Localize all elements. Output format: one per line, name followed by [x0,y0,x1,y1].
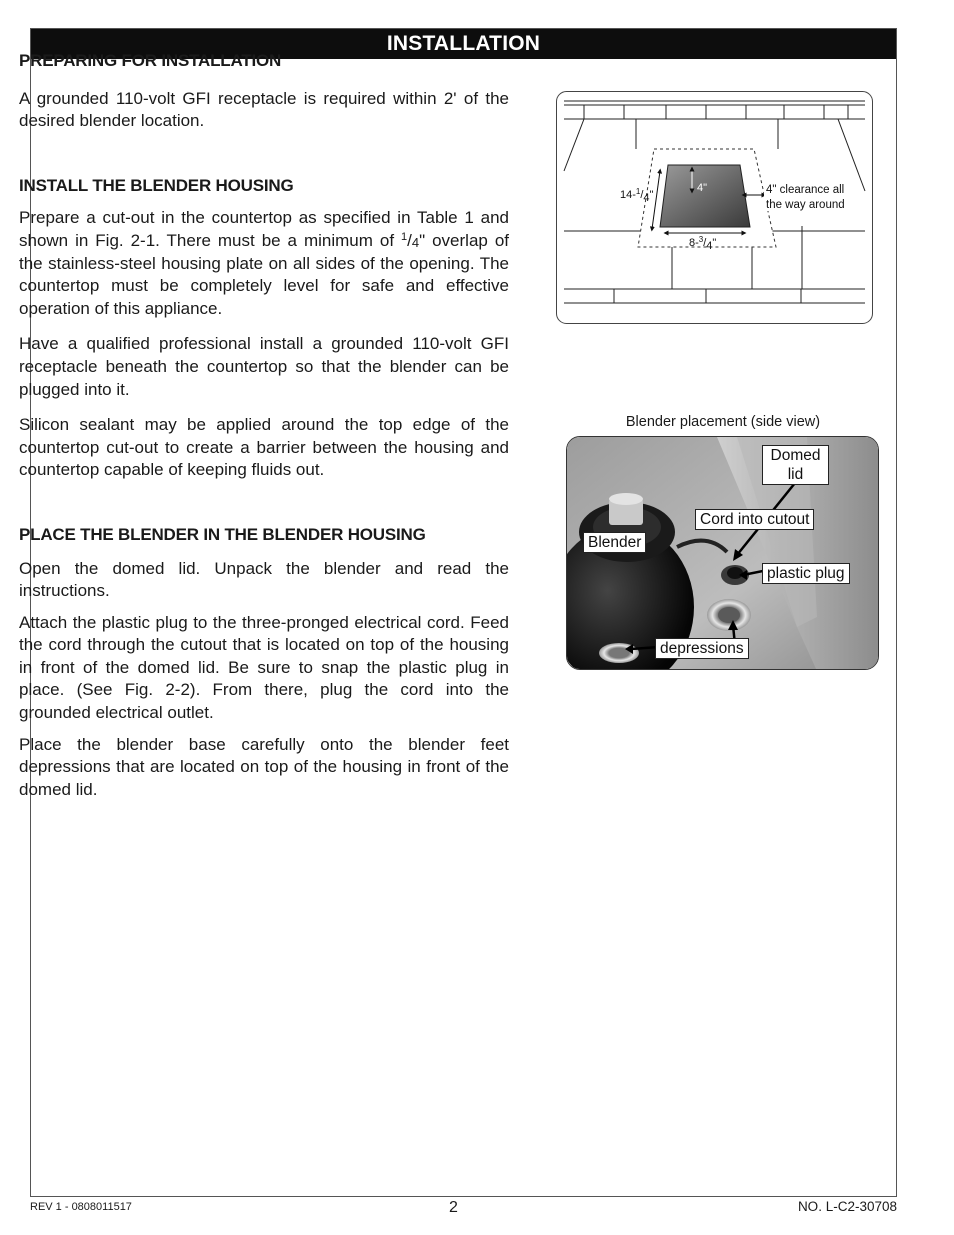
dim-width-label: 8-$^3$/4" [689,235,717,252]
section-heading-place-blender: PLACE THE BLENDER IN THE BLENDER HOUSING [19,524,426,544]
blender-placement-photo [566,436,879,670]
dim-height-label: 14-$^1$/4" [620,187,654,204]
callout-plastic-plug: plastic plug [762,563,850,584]
countertop-cutout-diagram [556,91,873,324]
page-number: 2 [449,1199,458,1216]
clearance-label-line2: the way around [766,199,845,211]
section-heading-install-housing: INSTALL THE BLENDER HOUSING [19,175,294,195]
paragraph-place-base: Place the blender base carefully onto the blender feet depressions that are located on top of the housing in front of the domed lid. [19,734,509,799]
paragraph-cutout: Prepare a cut-out in the countertop as specified in Table 1 and shown in Fig. 2-1. There must be a minimum of $^1/_4$" overlap of the stainless-steel housing plate on all sides of the opening. The countertop must be completely level for safe and effective operation of this appliance. [19,208,509,318]
paragraph-silicon-sealant: Silicon sealant may be applied around the top edge of the countertop cut-out to create a barrier between the housing and countertop capable of keeping fluids out. [19,415,509,480]
blender-photo-illustration [567,437,879,670]
callout-cord-into-cutout: Cord into cutout [695,509,814,530]
section-heading-preparing: PREPARING FOR INSTALLATION [19,51,282,70]
dim-depth-label: 4" [697,182,708,194]
figure-caption: Blender placement (side view) [625,414,821,430]
instructions-column [19,50,509,801]
page-title: INSTALLATION [31,29,896,59]
document-number: NO. L-C2-30708 [797,1199,897,1214]
paragraph-gfi-requirement: A grounded 110-volt GFI receptacle is required within 2' of the desired blender location. [19,88,509,131]
paragraph-professional-install: Have a qualified professional install a grounded 110-volt GFI receptacle beneath the countertop so that the blender can be plugged into it. [19,334,509,399]
clearance-label-line1: 4" clearance all [766,184,845,196]
revision-number: REV 1 - 0808011517 [30,1201,132,1213]
paragraph-open-lid: Open the domed lid. Unpack the blender and read the instructions. [19,558,509,601]
paragraph-attach-plug: Attach the plastic plug to the three-pronged electrical cord. Feed the cord through the cutout that is located on top of the housing in front of the domed lid. Be sure to snap the plastic plug in place. (See Fig. 2-2). From there, plug the cord into the grounded electrical outlet. [19,612,509,723]
callout-domed-lid: Domed lid [762,445,829,485]
callout-blender: Blender [583,532,646,553]
callout-depressions: depressions [655,638,749,659]
